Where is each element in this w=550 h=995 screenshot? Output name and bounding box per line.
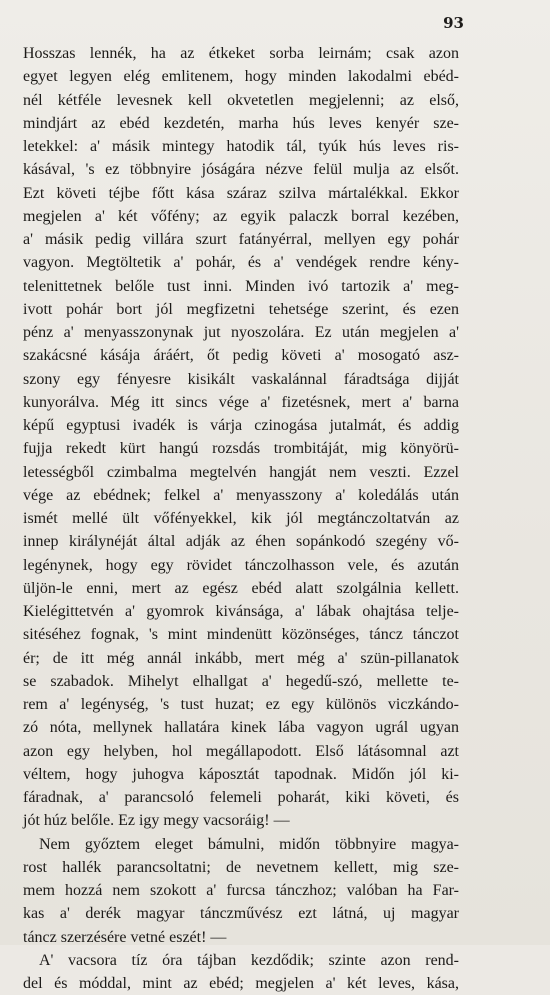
text-line: azon egy helyben, hol megállapodott. Első látásomnal azt: [23, 742, 459, 760]
text-line: kunyorálva. Még itt sincs vége a' fizetésnek, mert a' barna: [23, 393, 459, 411]
text-line: mem hozzá nem szokott a' furcsa tánczhoz; valóban ha Far-: [23, 882, 459, 899]
text-line: rost hallék parancsoltatni; de nevetnem kellett, mig sze-: [23, 858, 459, 876]
text-line: megjelen a' két vőfény; az egyik palaczk borral kezében,: [23, 207, 459, 225]
text-line: zó nóta, mellynek hallatára kinek lába vagyon ugrál ugyan: [23, 719, 459, 737]
text-line: A' vacsora tíz óra tájban kezdődik; szinte azon rend-: [39, 951, 459, 969]
text-line: kas a' derék magyar tánczművész ezt látná, uj magyar: [23, 905, 459, 923]
text-line: szakácsné kásája áráért, őt pedig követi a' mosogató asz-: [23, 347, 459, 365]
text-line: egyet legyen elég emlitenem, hogy minden lakodalmi ebéd-: [23, 68, 459, 86]
text-line: Kielégittetvén a' gyomrok kivánsága, a' lábak ohajtása telje-: [23, 603, 459, 620]
text-line: szony egy fényesre kisikált vaskalánnal fáradtsága dijját: [23, 370, 459, 388]
text-line: legénynek, hogy egy rövidet tánczolhasson vele, és azután: [23, 556, 459, 574]
text-line: Hosszas lennék, ha az étkeket sorba leirnám; csak azon: [23, 45, 459, 62]
text-line: telenittetnek belőle tust inni. Minden ivó tartozik a' meg-: [23, 277, 459, 295]
text-line: Nem győztem eleget bámulni, midőn többnyire magya-: [39, 835, 459, 853]
text-line: táncz szerzésére vetné eszét! —: [23, 928, 227, 946]
text-line: mindjárt az ebéd kezdetén, marha hús leves kenyér sze-: [23, 114, 459, 132]
text-line: jót húz belőle. Ez igy megy vacsoráig! —: [23, 812, 290, 830]
text-line: képű egyptusi ivadék is várja czinogása jutalmát, és addig: [23, 417, 459, 434]
text-line: fáradnak, a' parancsoló felemeli poharát, kiki követi, és: [23, 789, 459, 806]
text-line: innep királynéját által adják az éhen sopánkodó szegény vő-: [23, 533, 459, 551]
text-line: rem a' legénység, 's tust huzat; ez egy különös viczkándo-: [23, 696, 459, 713]
text-line: Ezt követi téjbe főtt kása száraz szilva mártalékkal. Ekkor: [23, 184, 459, 202]
text-line: véltem, hogy juhogva káposztát tapodnak. Midőn jól ki-: [23, 765, 459, 783]
text-line: üljön-le enni, mert az egész ebéd alatt szolgálnia kellett.: [23, 579, 459, 597]
text-line: nél kétféle levesnek kell okvetetlen megjelenni; az első,: [23, 91, 459, 109]
text-line: vége az ebédnek; felkel a' menyasszony a' koledálás után: [23, 486, 459, 504]
text-line: se szabadok. Mihelyt elhallgat a' hegedű-szó, mellette te-: [23, 672, 459, 690]
page-number: 93: [443, 14, 464, 32]
text-line: letességből czimbalma megtelvén hangját nem veszti. Ezzel: [23, 463, 459, 481]
text-line: ivott pohár bort jól megfizetni tehetsége szerint, és ezen: [23, 300, 459, 318]
text-line: a' másik pedig villára szurt fatányérral, mellyen egy pohár: [23, 231, 459, 248]
text-line: kásával, 's ez többnyire jóságára nézve felül mulja az elsőt.: [23, 161, 459, 179]
text-line: del és móddal, mint az ebéd; megjelen a' két leves, kása,: [23, 975, 459, 992]
text-line: vagyon. Megtöltetik a' pohár, és a' vendégek rendre kény-: [23, 254, 459, 272]
text-line: pénz a' menyasszonynak jut nyoszolára. Ez után megjelen a': [23, 324, 459, 341]
text-line: letekkel: a' másik mintegy hatodik tál, tyúk hús leves ris-: [23, 138, 459, 155]
text-line: sitéséhez fognak, 's mint mindenütt közönséges, táncz tánczot: [23, 626, 459, 644]
body-text: [23, 42, 459, 995]
text-line: ér; de itt még annál inkább, mert még a' szün-pillanatok: [23, 649, 459, 667]
text-line: ismét mellé ült vőfényekkel, kik jól megtánczoltatván az: [23, 510, 459, 527]
text-line: fujja rekedt kürt hangú rozsdás trombitáját, mig könyörü-: [23, 440, 459, 458]
